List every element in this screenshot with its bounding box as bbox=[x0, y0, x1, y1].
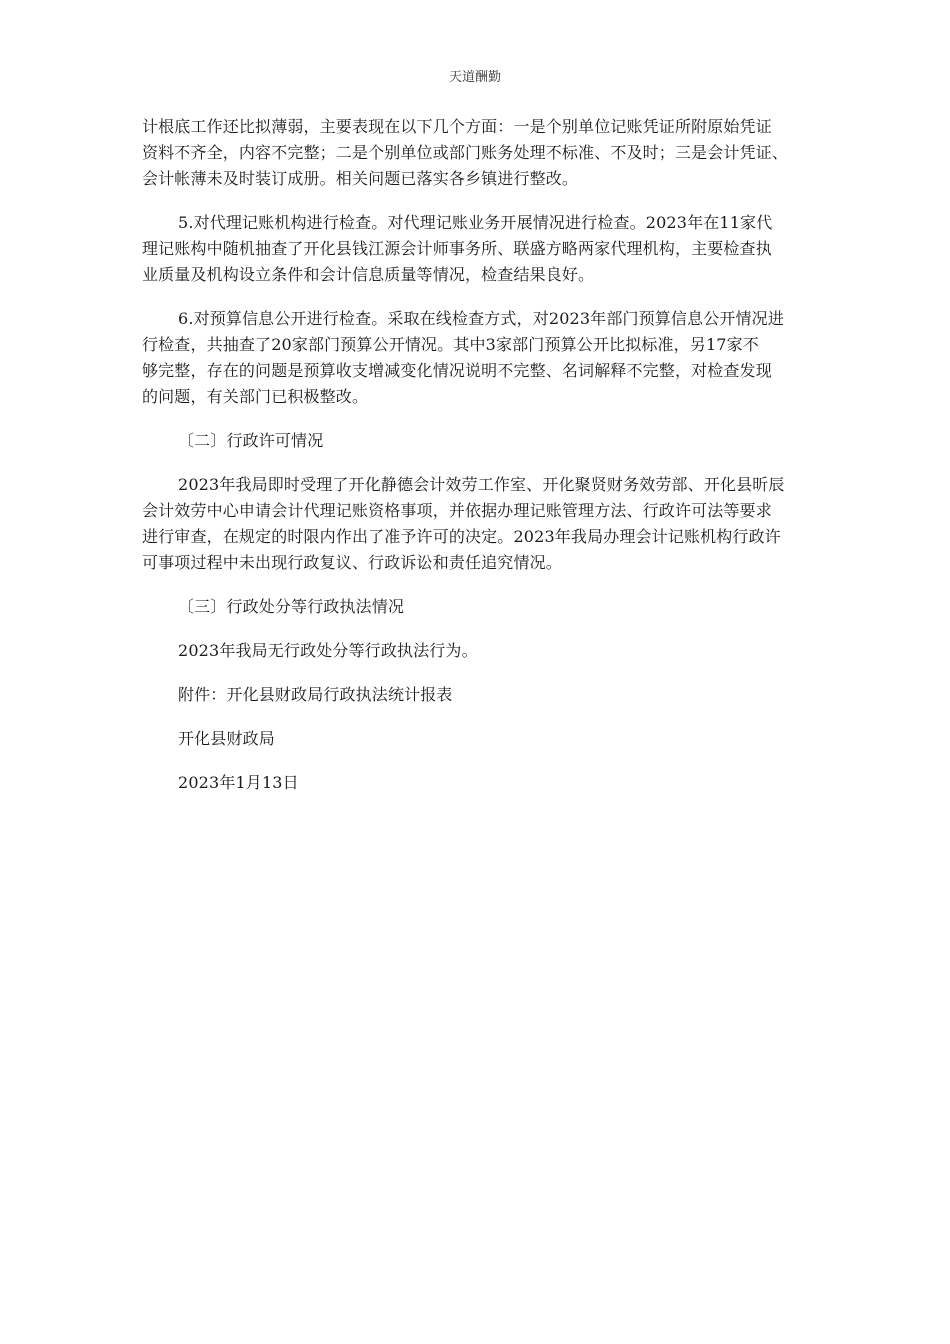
text-line: 行检查，共抽查了20家部门预算公开情况。其中3家部门预算公开比拟标准，另17家不 bbox=[142, 335, 759, 354]
paragraph-budget-disclosure bbox=[142, 306, 808, 410]
text-line: 会计效劳中心申请会计代理记账资格事项，并依据办理记账管理方法、行政许可法等要求 bbox=[142, 501, 772, 520]
text-line: 6.对预算信息公开进行检查。采取在线检查方式，对2023年部门预算信息公开情况进 bbox=[178, 309, 784, 328]
section-heading-enforcement bbox=[142, 594, 808, 620]
text-line: 2023年我局即时受理了开化静德会计效劳工作室、开化聚贤财务效劳部、开化县昕辰 bbox=[178, 475, 785, 494]
text-line: 〔二〕行政许可情况 bbox=[178, 431, 324, 450]
text-line: 2023年1月13日 bbox=[178, 773, 299, 792]
paragraph-continuation bbox=[142, 114, 808, 192]
paragraph-license-details bbox=[142, 472, 808, 576]
text-line: 可事项过程中未出现行政复议、行政诉讼和责任追究情况。 bbox=[142, 553, 562, 572]
text-line: 附件：开化县财政局行政执法统计报表 bbox=[178, 685, 453, 704]
paragraph-enforcement-details bbox=[142, 638, 808, 664]
text-line: 2023年我局无行政处分等行政执法行为。 bbox=[178, 641, 478, 660]
text-line: 够完整，存在的问题是预算收支增减变化情况说明不完整、名词解释不完整，对检查发现 bbox=[142, 361, 772, 380]
issuer-name bbox=[142, 726, 808, 752]
paragraph-agency-inspection bbox=[142, 210, 808, 288]
section-heading-administrative-license bbox=[142, 428, 808, 454]
text-line: 5.对代理记账机构进行检查。对代理记账业务开展情况进行检查。2023年在11家代 bbox=[178, 213, 773, 232]
issue-date bbox=[142, 770, 808, 796]
text-line: 的问题，有关部门已积极整改。 bbox=[142, 387, 369, 406]
text-line: 进行审查，在规定的时限内作出了准予许可的决定。2023年我局办理会计记账机构行政许 bbox=[142, 527, 781, 546]
document-body bbox=[142, 114, 808, 814]
text-line: 业质量及机构设立条件和会计信息质量等情况，检查结果良好。 bbox=[142, 265, 595, 284]
text-line: 计根底工作还比拟薄弱，主要表现在以下几个方面：一是个别单位记账凭证所附原始凭证 bbox=[142, 117, 772, 136]
text-line: 开化县财政局 bbox=[178, 729, 275, 748]
text-line: 理记账构中随机抽查了开化县钱江源会计师事务所、联盛方略两家代理机构，主要检查执 bbox=[142, 239, 772, 258]
text-line: 〔三〕行政处分等行政执法情况 bbox=[178, 597, 405, 616]
attachment-line bbox=[142, 682, 808, 708]
text-line: 会计帐薄未及时装订成册。相关问题已落实各乡镇进行整改。 bbox=[142, 169, 579, 188]
text-line: 资料不齐全，内容不完整；二是个别单位或部门账务处理不标准、不及时；三是会计凭证、 bbox=[142, 143, 789, 162]
page-header-watermark: 天道酬勤 bbox=[448, 70, 501, 85]
